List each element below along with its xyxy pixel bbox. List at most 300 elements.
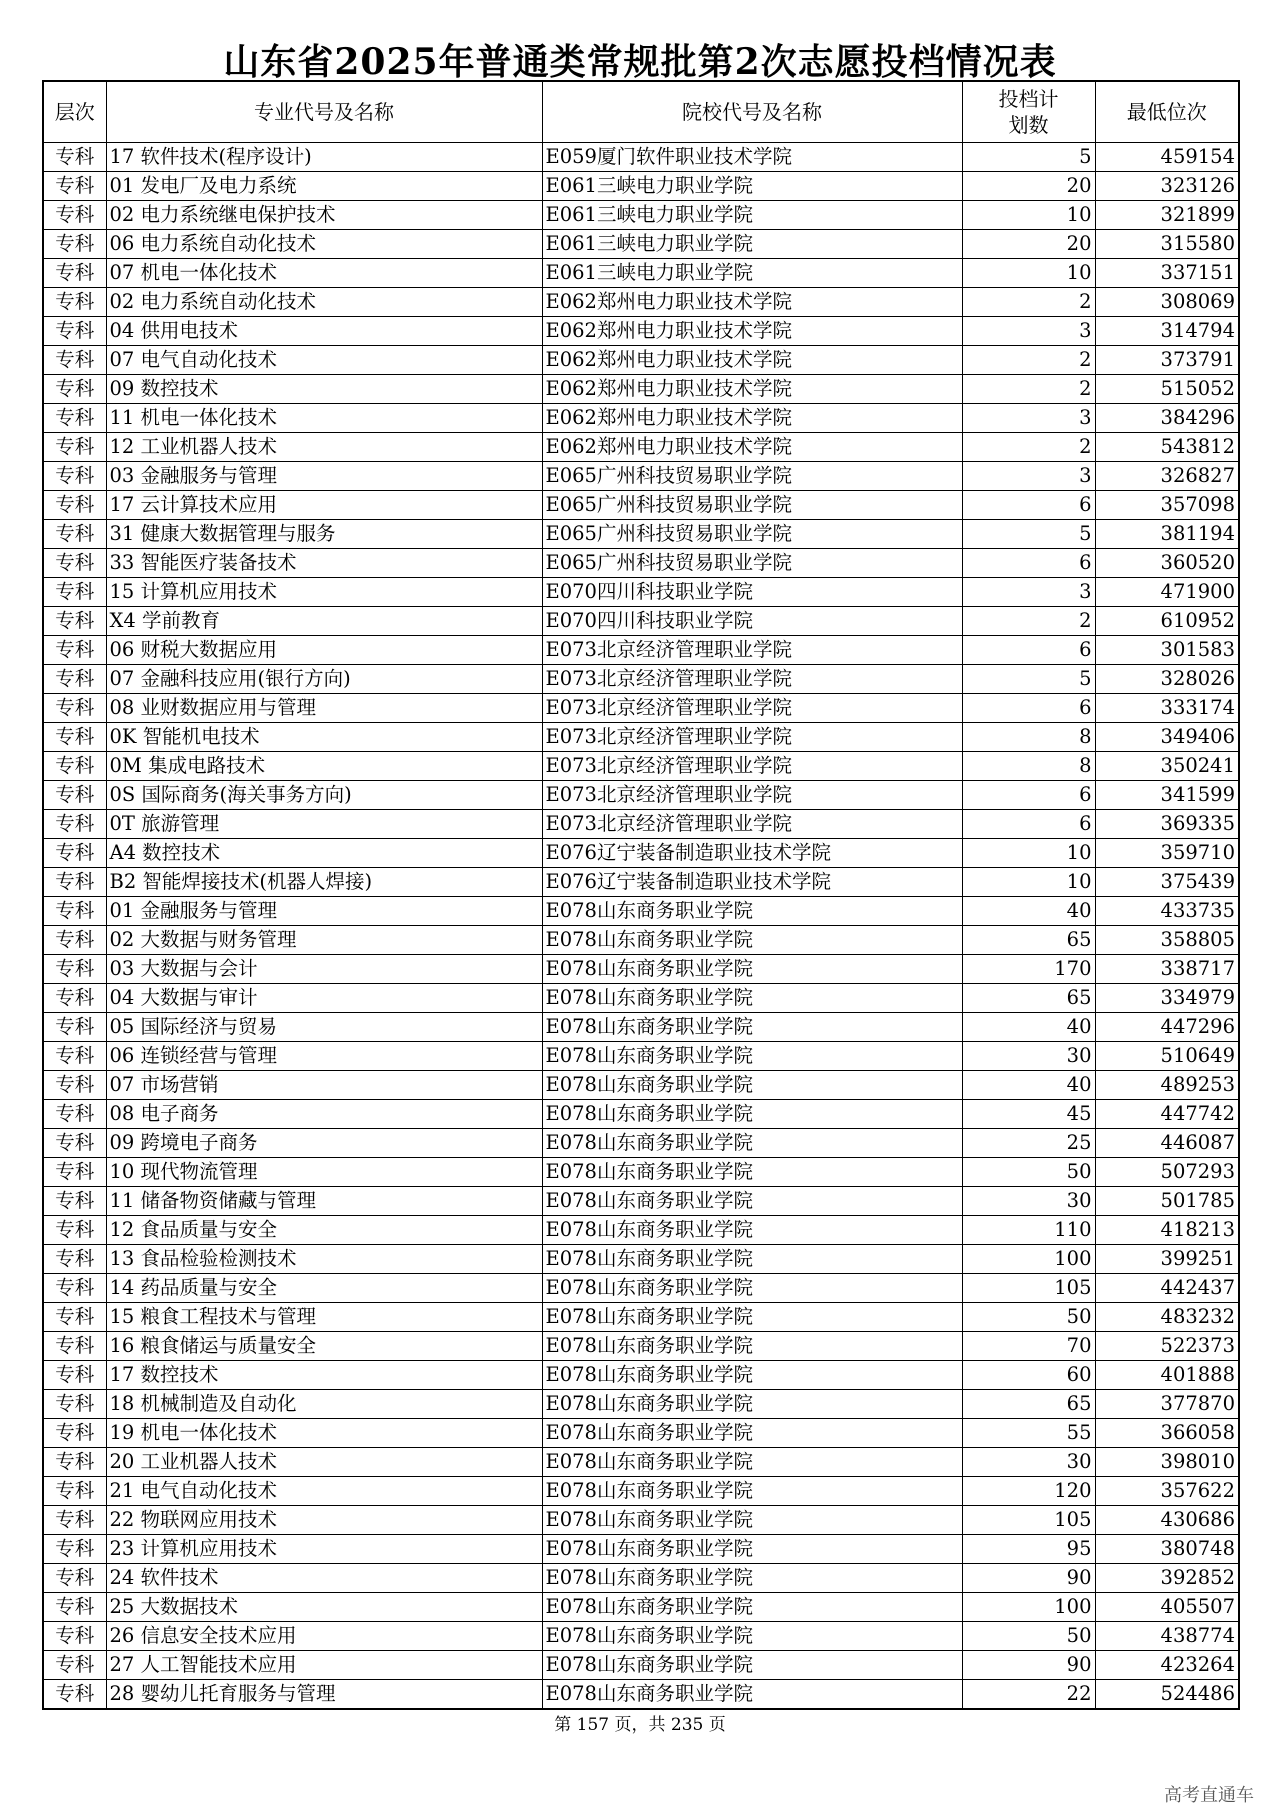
table-row	[43, 1535, 1239, 1564]
major-cell: 08 电子商务	[106, 1100, 542, 1129]
school-cell: E078山东商务职业学院	[542, 1564, 962, 1593]
table-row	[43, 1274, 1239, 1303]
major-cell: 22 物联网应用技术	[106, 1506, 542, 1535]
level-cell: 专科	[43, 868, 106, 897]
school-cell: E073北京经济管理职业学院	[542, 636, 962, 665]
min-rank-cell: 489253	[1095, 1071, 1239, 1100]
plan-count-cell: 30	[962, 1187, 1095, 1216]
major-cell: 26 信息安全技术应用	[106, 1622, 542, 1651]
plan-count-cell: 10	[962, 868, 1095, 897]
major-cell: 06 连锁经营与管理	[106, 1042, 542, 1071]
table-row	[43, 230, 1239, 259]
level-cell: 专科	[43, 1419, 106, 1448]
level-cell: 专科	[43, 1129, 106, 1158]
school-cell: E062郑州电力职业技术学院	[542, 346, 962, 375]
min-rank-cell: 524486	[1095, 1680, 1239, 1710]
table-row	[43, 1187, 1239, 1216]
plan-count-cell: 22	[962, 1680, 1095, 1710]
table-row	[43, 404, 1239, 433]
level-cell: 专科	[43, 1013, 106, 1042]
min-rank-cell: 610952	[1095, 607, 1239, 636]
min-rank-cell: 366058	[1095, 1419, 1239, 1448]
major-cell: 17 云计算技术应用	[106, 491, 542, 520]
table-row	[43, 839, 1239, 868]
plan-count-cell: 6	[962, 549, 1095, 578]
min-rank-cell: 377870	[1095, 1390, 1239, 1419]
column-header-major: 专业代号及名称	[106, 81, 542, 143]
school-cell: E078山东商务职业学院	[542, 1622, 962, 1651]
level-cell: 专科	[43, 433, 106, 462]
min-rank-cell: 308069	[1095, 288, 1239, 317]
level-cell: 专科	[43, 1506, 106, 1535]
min-rank-cell: 326827	[1095, 462, 1239, 491]
school-cell: E061三峡电力职业学院	[542, 201, 962, 230]
plan-count-cell: 105	[962, 1274, 1095, 1303]
table-row	[43, 723, 1239, 752]
table-row	[43, 1593, 1239, 1622]
min-rank-cell: 418213	[1095, 1216, 1239, 1245]
min-rank-cell: 360520	[1095, 549, 1239, 578]
plan-count-cell: 3	[962, 462, 1095, 491]
column-header-level: 层次	[43, 81, 106, 143]
plan-count-cell: 170	[962, 955, 1095, 984]
school-cell: E078山东商务职业学院	[542, 1419, 962, 1448]
major-cell: 28 婴幼儿托育服务与管理	[106, 1680, 542, 1710]
major-cell: 11 机电一体化技术	[106, 404, 542, 433]
level-cell: 专科	[43, 404, 106, 433]
plan-count-cell: 6	[962, 491, 1095, 520]
major-cell: 0T 旅游管理	[106, 810, 542, 839]
major-cell: 07 机电一体化技术	[106, 259, 542, 288]
school-cell: E065广州科技贸易职业学院	[542, 520, 962, 549]
major-cell: 07 市场营销	[106, 1071, 542, 1100]
level-cell: 专科	[43, 694, 106, 723]
min-rank-cell: 321899	[1095, 201, 1239, 230]
plan-count-cell: 30	[962, 1448, 1095, 1477]
plan-count-cell: 105	[962, 1506, 1095, 1535]
school-cell: E078山东商务职业学院	[542, 1651, 962, 1680]
plan-count-cell: 6	[962, 781, 1095, 810]
level-cell: 专科	[43, 578, 106, 607]
table-row	[43, 1332, 1239, 1361]
min-rank-cell: 314794	[1095, 317, 1239, 346]
min-rank-cell: 341599	[1095, 781, 1239, 810]
major-cell: 33 智能医疗装备技术	[106, 549, 542, 578]
level-cell: 专科	[43, 201, 106, 230]
major-cell: 10 现代物流管理	[106, 1158, 542, 1187]
level-cell: 专科	[43, 549, 106, 578]
plan-count-cell: 55	[962, 1419, 1095, 1448]
major-cell: 06 电力系统自动化技术	[106, 230, 542, 259]
school-cell: E078山东商务职业学院	[542, 1129, 962, 1158]
major-cell: 01 发电厂及电力系统	[106, 172, 542, 201]
table-row	[43, 1477, 1239, 1506]
table-row	[43, 317, 1239, 346]
level-cell: 专科	[43, 1564, 106, 1593]
level-cell: 专科	[43, 1158, 106, 1187]
level-cell: 专科	[43, 1361, 106, 1390]
admission-table	[42, 80, 1240, 1710]
plan-count-cell: 3	[962, 404, 1095, 433]
school-cell: E073北京经济管理职业学院	[542, 752, 962, 781]
plan-count-cell: 90	[962, 1651, 1095, 1680]
major-cell: X4 学前教育	[106, 607, 542, 636]
plan-count-cell: 50	[962, 1622, 1095, 1651]
school-cell: E078山东商务职业学院	[542, 1013, 962, 1042]
table-row	[43, 1361, 1239, 1390]
table-row	[43, 491, 1239, 520]
major-cell: 0S 国际商务(海关事务方向)	[106, 781, 542, 810]
school-cell: E062郑州电力职业技术学院	[542, 433, 962, 462]
school-cell: E078山东商务职业学院	[542, 897, 962, 926]
level-cell: 专科	[43, 1332, 106, 1361]
table-row	[43, 694, 1239, 723]
level-cell: 专科	[43, 259, 106, 288]
min-rank-cell: 522373	[1095, 1332, 1239, 1361]
level-cell: 专科	[43, 1622, 106, 1651]
min-rank-cell: 392852	[1095, 1564, 1239, 1593]
school-cell: E078山东商务职业学院	[542, 955, 962, 984]
plan-count-cell: 100	[962, 1245, 1095, 1274]
level-cell: 专科	[43, 1187, 106, 1216]
plan-count-cell: 110	[962, 1216, 1095, 1245]
min-rank-cell: 433735	[1095, 897, 1239, 926]
plan-count-cell: 100	[962, 1593, 1095, 1622]
school-cell: E078山东商务职业学院	[542, 1535, 962, 1564]
major-cell: 07 金融科技应用(银行方向)	[106, 665, 542, 694]
plan-count-cell: 65	[962, 926, 1095, 955]
min-rank-cell: 405507	[1095, 1593, 1239, 1622]
plan-count-cell: 70	[962, 1332, 1095, 1361]
level-cell: 专科	[43, 984, 106, 1013]
min-rank-cell: 333174	[1095, 694, 1239, 723]
major-cell: 04 供用电技术	[106, 317, 542, 346]
min-rank-cell: 438774	[1095, 1622, 1239, 1651]
major-cell: 23 计算机应用技术	[106, 1535, 542, 1564]
table-row	[43, 1042, 1239, 1071]
level-cell: 专科	[43, 317, 106, 346]
min-rank-cell: 357098	[1095, 491, 1239, 520]
table-row	[43, 1129, 1239, 1158]
plan-count-cell: 30	[962, 1042, 1095, 1071]
major-cell: 0K 智能机电技术	[106, 723, 542, 752]
level-cell: 专科	[43, 955, 106, 984]
table-row	[43, 1506, 1239, 1535]
plan-count-cell: 20	[962, 172, 1095, 201]
major-cell: 11 储备物资储藏与管理	[106, 1187, 542, 1216]
plan-count-cell: 10	[962, 839, 1095, 868]
page-title: 山东省2025年普通类常规批第2次志愿投档情况表	[223, 41, 1057, 83]
level-cell: 专科	[43, 1274, 106, 1303]
level-cell: 专科	[43, 752, 106, 781]
min-rank-cell: 471900	[1095, 578, 1239, 607]
plan-count-cell: 65	[962, 984, 1095, 1013]
table-row	[43, 955, 1239, 984]
table-row	[43, 636, 1239, 665]
min-rank-cell: 543812	[1095, 433, 1239, 462]
table-row	[43, 578, 1239, 607]
min-rank-cell: 401888	[1095, 1361, 1239, 1390]
min-rank-cell: 349406	[1095, 723, 1239, 752]
major-cell: 15 计算机应用技术	[106, 578, 542, 607]
min-rank-cell: 334979	[1095, 984, 1239, 1013]
level-cell: 专科	[43, 781, 106, 810]
plan-count-cell: 8	[962, 752, 1095, 781]
plan-count-cell: 90	[962, 1564, 1095, 1593]
school-cell: E065广州科技贸易职业学院	[542, 549, 962, 578]
plan-count-cell: 40	[962, 1071, 1095, 1100]
table-row	[43, 1100, 1239, 1129]
table-row	[43, 1680, 1239, 1710]
plan-count-cell: 60	[962, 1361, 1095, 1390]
min-rank-cell: 398010	[1095, 1448, 1239, 1477]
school-cell: E078山东商务职业学院	[542, 1448, 962, 1477]
major-cell: 25 大数据技术	[106, 1593, 542, 1622]
major-cell: 17 数控技术	[106, 1361, 542, 1390]
school-cell: E070四川科技职业学院	[542, 607, 962, 636]
major-cell: 03 金融服务与管理	[106, 462, 542, 491]
table-row	[43, 462, 1239, 491]
school-cell: E061三峡电力职业学院	[542, 172, 962, 201]
column-header-plan	[962, 81, 1095, 143]
level-cell: 专科	[43, 607, 106, 636]
min-rank-cell: 501785	[1095, 1187, 1239, 1216]
table-row	[43, 897, 1239, 926]
min-rank-cell: 510649	[1095, 1042, 1239, 1071]
min-rank-cell: 359710	[1095, 839, 1239, 868]
school-cell: E059厦门软件职业技术学院	[542, 143, 962, 172]
school-cell: E078山东商务职业学院	[542, 926, 962, 955]
min-rank-cell: 338717	[1095, 955, 1239, 984]
min-rank-cell: 357622	[1095, 1477, 1239, 1506]
major-cell: 31 健康大数据管理与服务	[106, 520, 542, 549]
table-row	[43, 1158, 1239, 1187]
school-cell: E076辽宁装备制造职业技术学院	[542, 868, 962, 897]
school-cell: E078山东商务职业学院	[542, 1390, 962, 1419]
school-cell: E078山东商务职业学院	[542, 1361, 962, 1390]
plan-count-cell: 120	[962, 1477, 1095, 1506]
major-cell: 17 软件技术(程序设计)	[106, 143, 542, 172]
level-cell: 专科	[43, 288, 106, 317]
school-cell: E078山东商务职业学院	[542, 1158, 962, 1187]
plan-count-cell: 65	[962, 1390, 1095, 1419]
level-cell: 专科	[43, 1100, 106, 1129]
table-row	[43, 1564, 1239, 1593]
major-cell: 0M 集成电路技术	[106, 752, 542, 781]
school-cell: E078山东商务职业学院	[542, 1303, 962, 1332]
school-cell: E078山东商务职业学院	[542, 1680, 962, 1710]
plan-count-cell: 25	[962, 1129, 1095, 1158]
level-cell: 专科	[43, 462, 106, 491]
major-cell: 02 大数据与财务管理	[106, 926, 542, 955]
table-row	[43, 607, 1239, 636]
level-cell: 专科	[43, 810, 106, 839]
min-rank-cell: 430686	[1095, 1506, 1239, 1535]
plan-count-cell: 5	[962, 665, 1095, 694]
level-cell: 专科	[43, 1390, 106, 1419]
major-cell: 09 跨境电子商务	[106, 1129, 542, 1158]
level-cell: 专科	[43, 1593, 106, 1622]
school-cell: E061三峡电力职业学院	[542, 230, 962, 259]
major-cell: 27 人工智能技术应用	[106, 1651, 542, 1680]
school-cell: E076辽宁装备制造职业技术学院	[542, 839, 962, 868]
min-rank-cell: 447296	[1095, 1013, 1239, 1042]
level-cell: 专科	[43, 172, 106, 201]
table-row	[43, 984, 1239, 1013]
table-row	[43, 752, 1239, 781]
table-row	[43, 868, 1239, 897]
column-header-plan-label: 投档计划数	[998, 87, 1059, 137]
min-rank-cell: 301583	[1095, 636, 1239, 665]
level-cell: 专科	[43, 520, 106, 549]
min-rank-cell: 483232	[1095, 1303, 1239, 1332]
major-cell: 19 机电一体化技术	[106, 1419, 542, 1448]
table-row	[43, 433, 1239, 462]
table-row	[43, 172, 1239, 201]
table-row	[43, 143, 1239, 172]
school-cell: E062郑州电力职业技术学院	[542, 288, 962, 317]
plan-count-cell: 10	[962, 201, 1095, 230]
school-cell: E073北京经济管理职业学院	[542, 694, 962, 723]
table-row	[43, 810, 1239, 839]
level-cell: 专科	[43, 1071, 106, 1100]
min-rank-cell: 380748	[1095, 1535, 1239, 1564]
level-cell: 专科	[43, 1651, 106, 1680]
school-cell: E062郑州电力职业技术学院	[542, 317, 962, 346]
table-row	[43, 781, 1239, 810]
min-rank-cell: 446087	[1095, 1129, 1239, 1158]
major-cell: 01 金融服务与管理	[106, 897, 542, 926]
min-rank-cell: 323126	[1095, 172, 1239, 201]
min-rank-cell: 315580	[1095, 230, 1239, 259]
column-header-min-rank: 最低位次	[1095, 81, 1239, 143]
school-cell: E078山东商务职业学院	[542, 1100, 962, 1129]
major-cell: 14 药品质量与安全	[106, 1274, 542, 1303]
plan-count-cell: 5	[962, 143, 1095, 172]
table-row	[43, 346, 1239, 375]
table-row	[43, 1622, 1239, 1651]
school-cell: E078山东商务职业学院	[542, 1042, 962, 1071]
level-cell: 专科	[43, 143, 106, 172]
plan-count-cell: 6	[962, 694, 1095, 723]
level-cell: 专科	[43, 636, 106, 665]
table-row	[43, 1390, 1239, 1419]
major-cell: 02 电力系统自动化技术	[106, 288, 542, 317]
level-cell: 专科	[43, 1535, 106, 1564]
table-row	[43, 549, 1239, 578]
level-cell: 专科	[43, 897, 106, 926]
level-cell: 专科	[43, 1448, 106, 1477]
plan-count-cell: 50	[962, 1303, 1095, 1332]
plan-count-cell: 2	[962, 346, 1095, 375]
major-cell: 03 大数据与会计	[106, 955, 542, 984]
table-row	[43, 1216, 1239, 1245]
watermark: 高考直通车	[1164, 1785, 1254, 1806]
school-cell: E070四川科技职业学院	[542, 578, 962, 607]
table-row	[43, 1448, 1239, 1477]
level-cell: 专科	[43, 1245, 106, 1274]
min-rank-cell: 399251	[1095, 1245, 1239, 1274]
table-row	[43, 1071, 1239, 1100]
major-cell: 07 电气自动化技术	[106, 346, 542, 375]
school-cell: E078山东商务职业学院	[542, 1216, 962, 1245]
plan-count-cell: 3	[962, 317, 1095, 346]
min-rank-cell: 515052	[1095, 375, 1239, 404]
min-rank-cell: 369335	[1095, 810, 1239, 839]
major-cell: 21 电气自动化技术	[106, 1477, 542, 1506]
school-cell: E062郑州电力职业技术学院	[542, 404, 962, 433]
level-cell: 专科	[43, 1216, 106, 1245]
school-cell: E078山东商务职业学院	[542, 984, 962, 1013]
min-rank-cell: 442437	[1095, 1274, 1239, 1303]
table-header	[43, 81, 1239, 143]
table-row	[43, 1245, 1239, 1274]
plan-count-cell: 3	[962, 578, 1095, 607]
plan-count-cell: 45	[962, 1100, 1095, 1129]
school-cell: E078山东商务职业学院	[542, 1274, 962, 1303]
level-cell: 专科	[43, 1042, 106, 1071]
min-rank-cell: 423264	[1095, 1651, 1239, 1680]
school-cell: E078山东商务职业学院	[542, 1245, 962, 1274]
column-header-school: 院校代号及名称	[542, 81, 962, 143]
table-row	[43, 926, 1239, 955]
plan-count-cell: 2	[962, 433, 1095, 462]
major-cell: 12 工业机器人技术	[106, 433, 542, 462]
table-row	[43, 1013, 1239, 1042]
min-rank-cell: 375439	[1095, 868, 1239, 897]
major-cell: 15 粮食工程技术与管理	[106, 1303, 542, 1332]
school-cell: E078山东商务职业学院	[542, 1593, 962, 1622]
plan-count-cell: 6	[962, 810, 1095, 839]
school-cell: E062郑州电力职业技术学院	[542, 375, 962, 404]
major-cell: 02 电力系统继电保护技术	[106, 201, 542, 230]
major-cell: 12 食品质量与安全	[106, 1216, 542, 1245]
min-rank-cell: 373791	[1095, 346, 1239, 375]
min-rank-cell: 384296	[1095, 404, 1239, 433]
table-body	[43, 143, 1239, 1710]
level-cell: 专科	[43, 926, 106, 955]
level-cell: 专科	[43, 375, 106, 404]
level-cell: 专科	[43, 346, 106, 375]
min-rank-cell: 337151	[1095, 259, 1239, 288]
min-rank-cell: 459154	[1095, 143, 1239, 172]
min-rank-cell: 381194	[1095, 520, 1239, 549]
plan-count-cell: 20	[962, 230, 1095, 259]
level-cell: 专科	[43, 1477, 106, 1506]
level-cell: 专科	[43, 665, 106, 694]
level-cell: 专科	[43, 1680, 106, 1710]
school-cell: E061三峡电力职业学院	[542, 259, 962, 288]
plan-count-cell: 40	[962, 897, 1095, 926]
school-cell: E073北京经济管理职业学院	[542, 810, 962, 839]
table-row	[43, 259, 1239, 288]
level-cell: 专科	[43, 723, 106, 752]
major-cell: 09 数控技术	[106, 375, 542, 404]
major-cell: 13 食品检验检测技术	[106, 1245, 542, 1274]
major-cell: 05 国际经济与贸易	[106, 1013, 542, 1042]
school-cell: E073北京经济管理职业学院	[542, 723, 962, 752]
plan-count-cell: 95	[962, 1535, 1095, 1564]
major-cell: 18 机械制造及自动化	[106, 1390, 542, 1419]
school-cell: E078山东商务职业学院	[542, 1506, 962, 1535]
school-cell: E065广州科技贸易职业学院	[542, 462, 962, 491]
table-row	[43, 201, 1239, 230]
min-rank-cell: 447742	[1095, 1100, 1239, 1129]
major-cell: 06 财税大数据应用	[106, 636, 542, 665]
table-row	[43, 375, 1239, 404]
table-row	[43, 288, 1239, 317]
school-cell: E078山东商务职业学院	[542, 1071, 962, 1100]
